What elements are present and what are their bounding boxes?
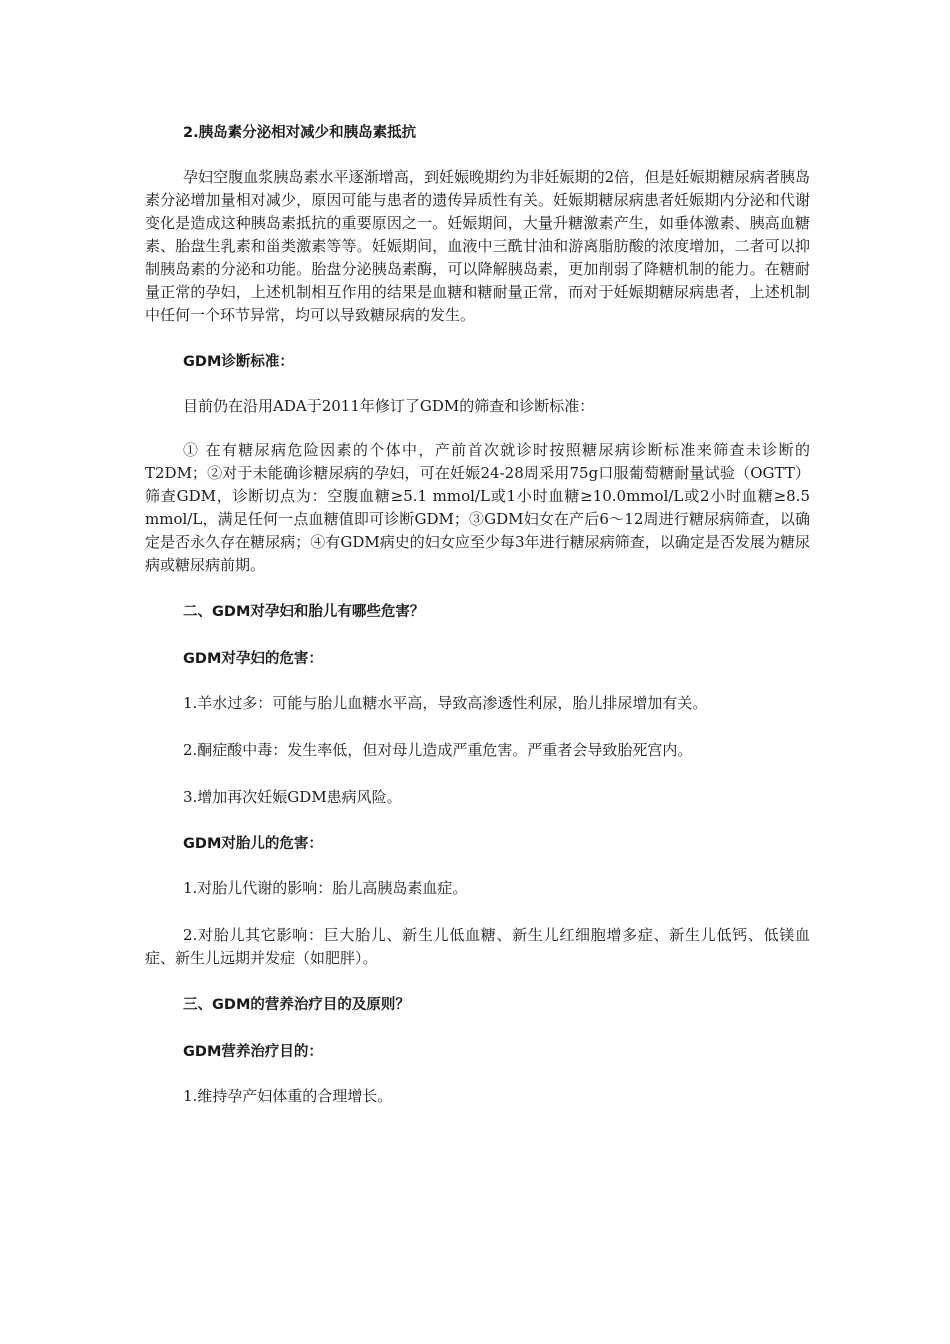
list-item-maternal-3: 3.增加再次妊娠GDM患病风险。 bbox=[183, 788, 402, 806]
document-page bbox=[145, 122, 810, 1108]
list-item-fetal-1: 1.对胎儿代谢的影响：胎儿高胰岛素血症。 bbox=[183, 879, 468, 897]
list-item-goal-1: 1.维持孕产妇体重的合理增长。 bbox=[183, 1087, 393, 1105]
heading-fetal-harm: GDM对胎儿的危害： bbox=[183, 836, 323, 852]
list-item-maternal-2: 2.酮症酸中毒：发生率低，但对母儿造成严重危害。严重者会导致胎死宫内。 bbox=[183, 741, 693, 759]
list-item-fetal-2: 2.对胎儿其它影响：巨大胎儿、新生儿低血糖、新生儿红细胞增多症、新生儿低钙、低镁血症、新生儿远期并发症（如肥胖）。 bbox=[145, 926, 810, 967]
paragraph-diagnosis-criteria: ① 在有糖尿病危险因素的个体中，产前首次就诊时按照糖尿病诊断标准来筛查未诊断的T2DM；②对于未能确诊糖尿病的孕妇，可在妊娠24-28周采用75g口服葡萄糖耐量试验（OGTT）筛查GDM，诊断切点为：空腹血糖≥5.1 mmol/L或1小时血糖≥10.0mmol/L或2小时血糖≥8.5 mmol/L，满足任何一点血糖值即可诊断GDM；③GDM妇女在产后6～12周进行糖尿病筛查，以确定是否永久存在糖尿病；④有GDM病史的妇女应至少每3年进行糖尿病筛查，以确定是否发展为糖尿病或糖尿病前期。 bbox=[145, 441, 810, 574]
paragraph-diagnosis-intro: 目前仍在沿用ADA于2011年修订了GDM的筛查和诊断标准： bbox=[183, 397, 595, 415]
heading-nutrition-goal: GDM营养治疗目的： bbox=[183, 1044, 323, 1060]
heading-insulin-resistance: 2.胰岛素分泌相对减少和胰岛素抵抗 bbox=[183, 125, 417, 141]
paragraph-insulin-resistance: 孕妇空腹血浆胰岛素水平逐渐增高，到妊娠晚期约为非妊娠期的2倍，但是妊娠期糖尿病者胰岛素分泌增加量相对减少，原因可能与患者的遗传异质性有关。妊娠期糖尿病患者妊娠期内分泌和代谢变化是造成这种胰岛素抵抗的重要原因之一。妊娠期间，大量升糖激素产生，如垂体激素、胰高血糖素、胎盘生乳素和甾类激素等等。妊娠期间，血液中三酰甘油和游离脂肪酸的浓度增加，二者可以抑制胰岛素的分泌和功能。胎盘分泌胰岛素酶，可以降解胰岛素，更加削弱了降糖机制的能力。在糖耐量正常的孕妇，上述机制相互作用的结果是血糖和糖耐量正常，而对于妊娠期糖尿病患者，上述机制中任何一个环节异常，均可以导致糖尿病的发生。 bbox=[145, 168, 810, 324]
heading-gdm-harm: 二、GDM对孕妇和胎儿有哪些危害？ bbox=[183, 604, 425, 620]
heading-gdm-diagnosis: GDM诊断标准： bbox=[183, 354, 294, 370]
heading-maternal-harm: GDM对孕妇的危害： bbox=[183, 651, 323, 667]
heading-nutrition-therapy: 三、GDM的营养治疗目的及原则？ bbox=[183, 997, 410, 1013]
list-item-maternal-1: 1.羊水过多：可能与胎儿血糖水平高，导致高渗透性利尿，胎儿排尿增加有关。 bbox=[183, 694, 708, 712]
